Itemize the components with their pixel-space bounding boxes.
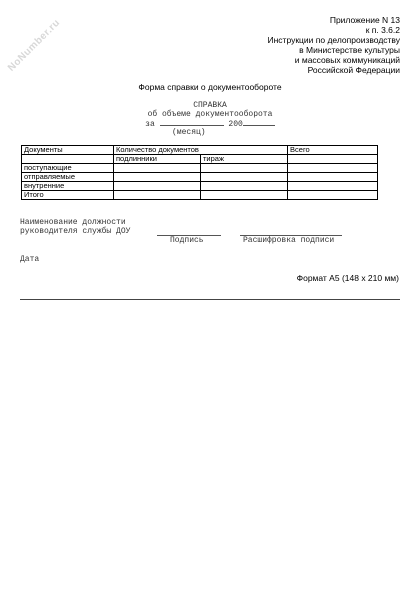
table-subheader-row [22, 155, 378, 164]
table-cell [288, 164, 378, 173]
documents-table [21, 145, 378, 200]
table-cell [114, 191, 201, 200]
year-fill-line [243, 119, 275, 126]
form-title: Форма справки о документообороте [138, 82, 282, 92]
table-cell [288, 155, 378, 164]
divider [20, 299, 400, 300]
spravka-subject: об объеме документооборота [147, 110, 273, 119]
spravka-heading: СПРАВКА [193, 101, 227, 110]
row-label: Итого [22, 191, 114, 200]
table-cell [288, 173, 378, 182]
annex-line: Приложение N 13 [329, 15, 400, 25]
period-prefix: за [145, 120, 155, 129]
table-cell [114, 173, 201, 182]
col-header-documents: Документы [22, 146, 114, 155]
annex-line: Инструкции по делопроизводству [267, 35, 400, 45]
date-label: Дата [20, 255, 40, 264]
table-row [22, 173, 378, 182]
signature-caption: Подпись [170, 236, 204, 245]
watermark: NoNumber.ru [6, 17, 63, 74]
table-cell [288, 191, 378, 200]
annex-line: к п. 3.6.2 [365, 25, 400, 35]
month-fill-line [160, 119, 224, 126]
row-label: поступающие [22, 164, 114, 173]
table-cell [114, 182, 201, 191]
table-row [22, 182, 378, 191]
row-label: внутренние [22, 182, 114, 191]
table-row [22, 191, 378, 200]
table-cell [201, 182, 288, 191]
row-label: отправляемые [22, 173, 114, 182]
table-row [22, 164, 378, 173]
table-cell [22, 155, 114, 164]
month-caption: (месяц) [172, 128, 206, 137]
table-cell [288, 182, 378, 191]
position-title-line2: руководителя службы ДОУ [20, 227, 131, 236]
col-header-originals: подлинники [114, 155, 201, 164]
annex-line: Российской Федерации [307, 65, 400, 75]
table-header-row [22, 146, 378, 155]
position-title-line1: Наименование должности [20, 218, 126, 227]
annex-line: и массовых коммуникаций [294, 55, 400, 65]
table-cell [114, 164, 201, 173]
annex-line: в Министерстве культуры [299, 45, 400, 55]
table-cell [201, 164, 288, 173]
period-year: 200 [228, 120, 243, 129]
annex-header [268, 15, 401, 75]
spravka-period [110, 119, 310, 129]
table-cell [201, 191, 288, 200]
decode-caption: Расшифровка подписи [243, 236, 335, 245]
col-header-copies: тираж [201, 155, 288, 164]
table-cell [201, 173, 288, 182]
col-header-total: Всего [288, 146, 378, 155]
col-header-quantity: Количество документов [114, 146, 288, 155]
format-note: Формат А5 (148 x 210 мм) [296, 273, 399, 283]
